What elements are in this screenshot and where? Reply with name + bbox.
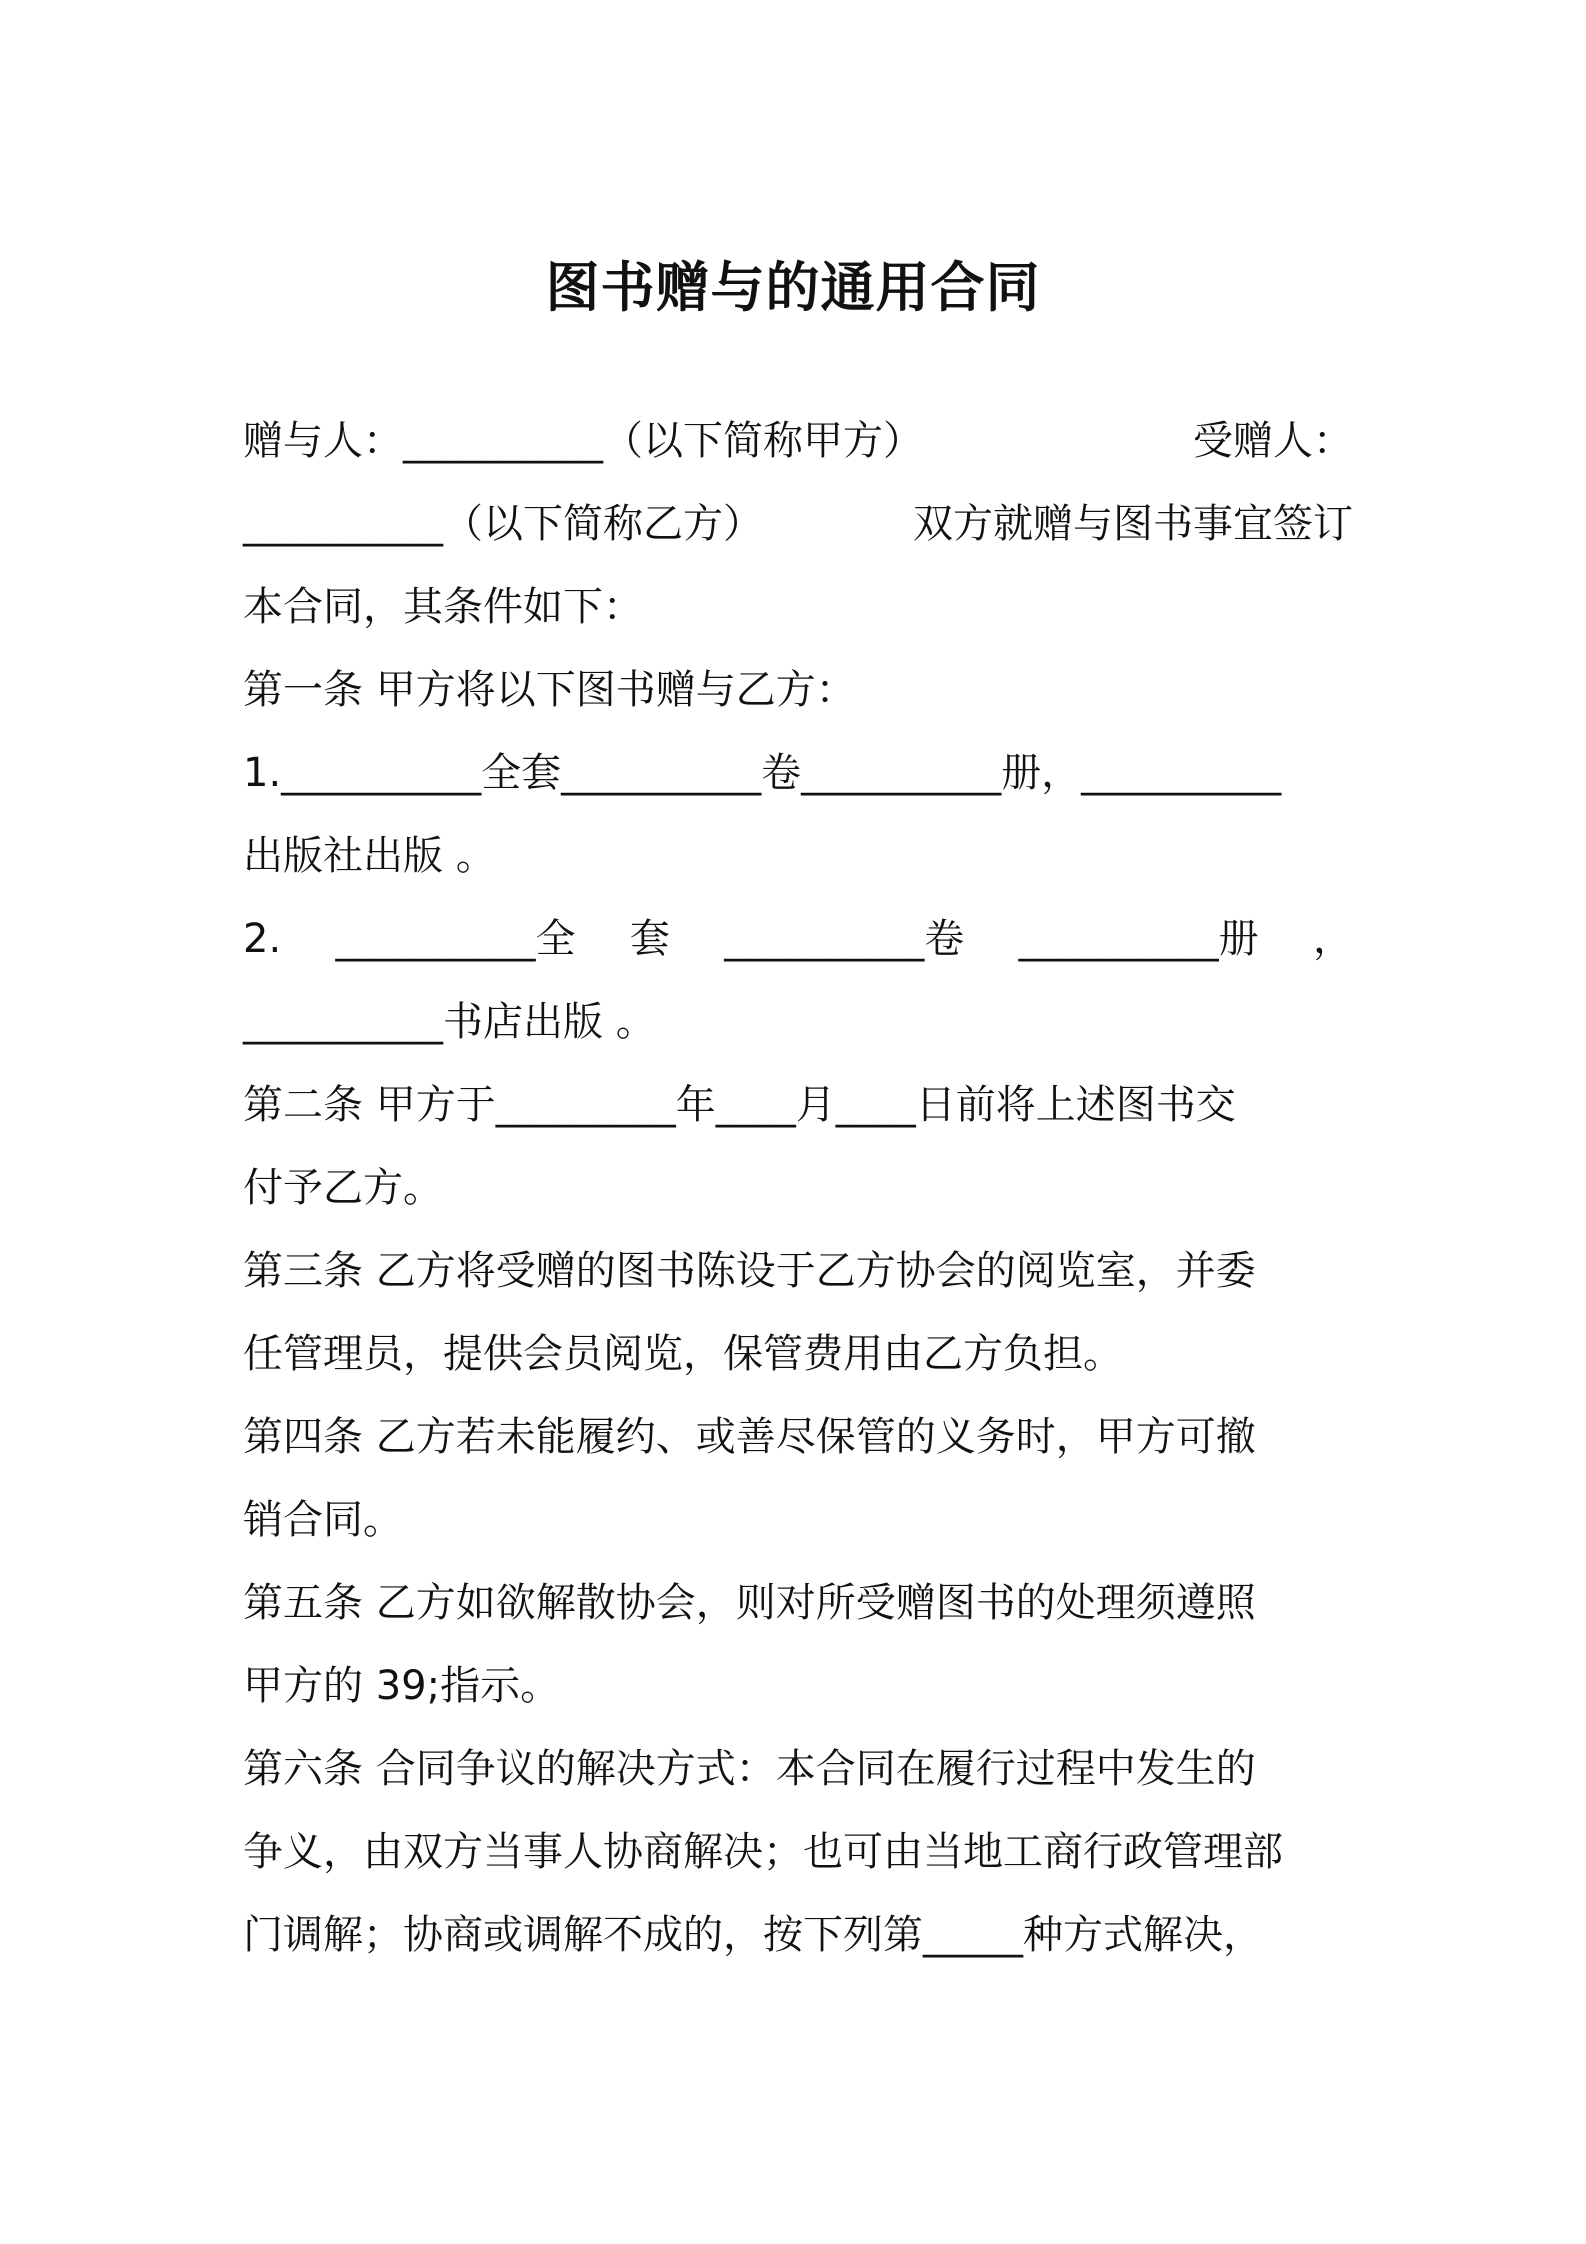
article-5-cont: 甲方的 39;指示。: [243, 1663, 561, 1709]
article-5: 第五条 乙方如欲解散协会，则对所受赠图书的处理须遵照: [243, 1580, 1256, 1626]
document-body: [243, 400, 1353, 1977]
article-3: 第三条 乙方将受赠的图书陈设于乙方协会的阅览室，并委: [243, 1248, 1256, 1294]
document-title: 图书赠与的通用合同: [545, 256, 1041, 319]
article-4: 第四条 乙方若未能履约、或善尽保管的义务时，甲方可撤: [243, 1414, 1256, 1460]
book-item-2-number: 2.: [243, 916, 282, 962]
book-item-1-publisher: 出版社出版 。: [243, 833, 496, 879]
recipient-clause: __________（以下简称乙方）: [243, 501, 763, 547]
document-line-1: [243, 400, 1353, 483]
article-6: 第六条 合同争议的解决方式：本合同在履行过程中发生的: [243, 1746, 1256, 1792]
book-item-2-set-suffix: 套: [629, 916, 670, 962]
book-item-2: [243, 898, 1353, 981]
book-item-2-publisher: __________书店出版 。: [243, 999, 656, 1045]
article-6-cont-2: 门调解；协商或调解不成的，按下列第_____种方式解决，: [243, 1912, 1263, 1958]
article-3-cont: 任管理员，提供会员阅览，保管费用由乙方负担。: [243, 1331, 1123, 1377]
article-2-cont: 付予乙方。: [243, 1165, 443, 1211]
book-item-2-comma: ，: [1312, 916, 1353, 962]
donor-clause: 赠与人：__________（以下简称甲方）: [243, 418, 923, 464]
document-line-3: 本合同，其条件如下：: [243, 584, 643, 630]
document-line-2: [243, 483, 1353, 566]
article-4-cont: 销合同。: [243, 1497, 403, 1543]
article-1-heading: 第一条 甲方将以下图书赠与乙方：: [243, 667, 856, 713]
book-item-2-copies: __________册: [1018, 916, 1259, 962]
book-item-2-volume: __________卷: [724, 916, 965, 962]
agreement-intro: 双方就赠与图书事宜签订: [913, 501, 1353, 547]
book-item-2-set: __________全: [335, 916, 576, 962]
article-6-cont-1: 争义，由双方当事人协商解决；也可由当地工商行政管理部: [243, 1829, 1283, 1875]
recipient-label: 受赠人：: [1193, 418, 1353, 464]
article-2: 第二条 甲方于_________年____月____日前将上述图书交: [243, 1082, 1236, 1128]
book-item-1: 1.__________全套__________卷__________册，__________: [243, 750, 1282, 796]
